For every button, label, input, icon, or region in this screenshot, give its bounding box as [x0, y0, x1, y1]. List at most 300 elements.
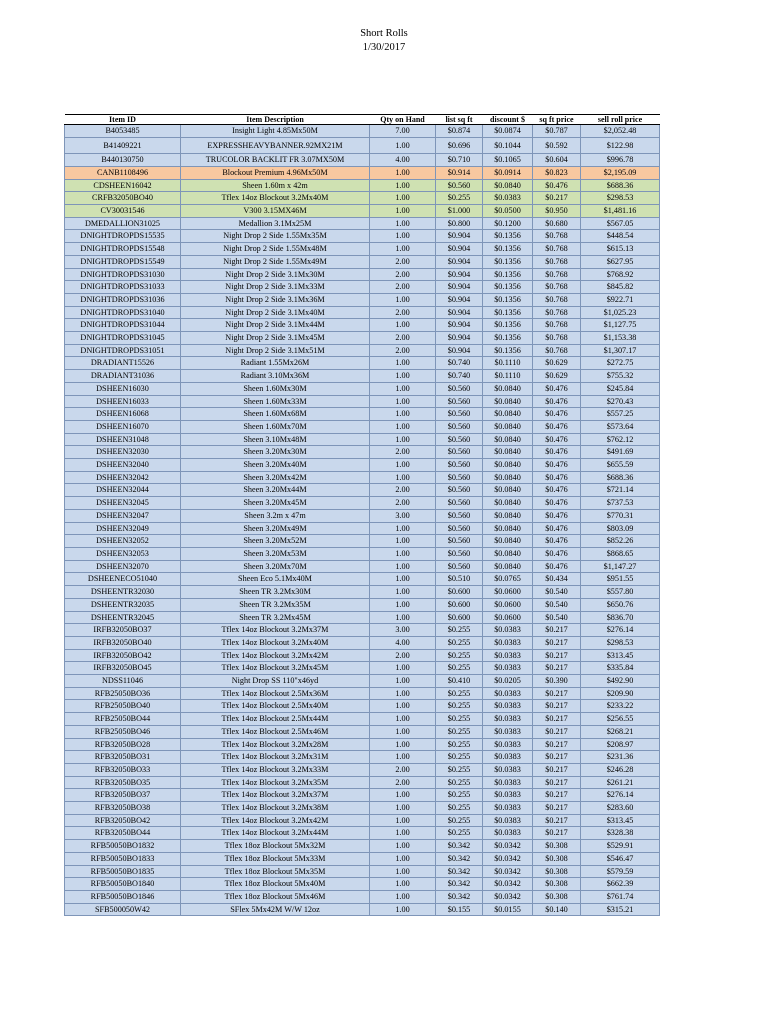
cell-item-description: Sheen 3.20Mx53M	[181, 548, 370, 561]
cell-item-description: Tflex 14oz Blockout 3.2Mx33M	[181, 763, 370, 776]
table-row	[65, 789, 660, 802]
cell-item-description: Sheen 1.60Mx70M	[181, 420, 370, 433]
cell-qty-on-hand: 1.00	[370, 662, 436, 675]
cell-item-description: Night Drop 2 Side 3.1Mx30M	[181, 268, 370, 281]
table-row	[65, 814, 660, 827]
cell-item-id: RFB32050BO28	[65, 738, 181, 751]
cell-sq-ft-price: $0.217	[533, 827, 581, 840]
cell-item-description: TRUCOLOR BACKLIT FR 3.07MX50M	[181, 154, 370, 167]
table-row	[65, 344, 660, 357]
cell-discount: $0.0383	[483, 725, 533, 738]
table-row	[65, 154, 660, 167]
cell-discount: $0.1110	[483, 370, 533, 383]
cell-list-sq-ft: $0.560	[436, 395, 483, 408]
cell-discount: $0.1356	[483, 230, 533, 243]
cell-item-id: CRFB32050BO40	[65, 192, 181, 205]
table-row	[65, 852, 660, 865]
cell-discount: $0.0383	[483, 636, 533, 649]
cell-item-description: Sheen 3.20Mx45M	[181, 497, 370, 510]
cell-discount: $0.1356	[483, 255, 533, 268]
cell-list-sq-ft: $0.255	[436, 636, 483, 649]
cell-sell-roll-price: $662.39	[581, 878, 660, 891]
cell-item-id: DSHEEN32070	[65, 560, 181, 573]
cell-qty-on-hand: 1.00	[370, 471, 436, 484]
table-row	[65, 268, 660, 281]
cell-item-description: Tflex 14oz Blockout 3.2Mx45M	[181, 662, 370, 675]
cell-item-id: CDSHEEN16042	[65, 179, 181, 192]
cell-item-id: DSHEENTR32030	[65, 586, 181, 599]
cell-sq-ft-price: $0.476	[533, 446, 581, 459]
table-row	[65, 522, 660, 535]
cell-qty-on-hand: 1.00	[370, 611, 436, 624]
cell-sq-ft-price: $0.217	[533, 776, 581, 789]
cell-sq-ft-price: $0.217	[533, 763, 581, 776]
cell-item-id: DNIGHTDROPDS31036	[65, 293, 181, 306]
cell-item-description: Sheen TR 3.2Mx30M	[181, 586, 370, 599]
cell-sq-ft-price: $0.768	[533, 306, 581, 319]
cell-item-description: Tflex 14oz Blockout 2.5Mx36M	[181, 687, 370, 700]
cell-sq-ft-price: $0.476	[533, 560, 581, 573]
cell-qty-on-hand: 1.00	[370, 217, 436, 230]
cell-qty-on-hand: 1.00	[370, 789, 436, 802]
cell-list-sq-ft: $0.904	[436, 344, 483, 357]
cell-list-sq-ft: $0.560	[436, 497, 483, 510]
cell-item-id: RFB25050BO46	[65, 725, 181, 738]
cell-list-sq-ft: $0.560	[436, 179, 483, 192]
cell-list-sq-ft: $0.155	[436, 903, 483, 916]
cell-sq-ft-price: $0.308	[533, 890, 581, 903]
cell-item-id: DNIGHTDROPDS31044	[65, 319, 181, 332]
cell-discount: $0.0840	[483, 560, 533, 573]
cell-list-sq-ft: $0.874	[436, 125, 483, 138]
cell-sell-roll-price: $557.80	[581, 586, 660, 599]
cell-sq-ft-price: $0.217	[533, 814, 581, 827]
cell-item-description: EXPRESSHEAVYBANNER.92MX21M	[181, 137, 370, 154]
cell-discount: $0.0383	[483, 624, 533, 637]
cell-item-description: Night Drop 2 Side 3.1Mx36M	[181, 293, 370, 306]
table-row	[65, 293, 660, 306]
cell-qty-on-hand: 1.00	[370, 713, 436, 726]
cell-sell-roll-price: $1,307.17	[581, 344, 660, 357]
cell-sell-roll-price: $567.05	[581, 217, 660, 230]
cell-discount: $0.0383	[483, 738, 533, 751]
cell-discount: $0.0840	[483, 484, 533, 497]
cell-item-id: B4053485	[65, 125, 181, 138]
cell-list-sq-ft: $0.255	[436, 776, 483, 789]
cell-sell-roll-price: $761.74	[581, 890, 660, 903]
cell-sell-roll-price: $256.55	[581, 713, 660, 726]
cell-item-description: Night Drop 2 Side 1.55Mx48M	[181, 243, 370, 256]
cell-item-description: Tflex 18oz Blockout 5Mx40M	[181, 878, 370, 891]
cell-sq-ft-price: $0.476	[533, 179, 581, 192]
cell-item-id: DNIGHTDROPDS15549	[65, 255, 181, 268]
table-row	[65, 179, 660, 192]
cell-qty-on-hand: 1.00	[370, 408, 436, 421]
cell-qty-on-hand: 1.00	[370, 738, 436, 751]
cell-item-id: IRFB32050BO40	[65, 636, 181, 649]
table-row	[65, 370, 660, 383]
cell-discount: $0.0500	[483, 205, 533, 218]
cell-list-sq-ft: $0.255	[436, 827, 483, 840]
cell-sq-ft-price: $0.787	[533, 125, 581, 138]
cell-qty-on-hand: 4.00	[370, 154, 436, 167]
table-row	[65, 611, 660, 624]
cell-item-description: Tflex 18oz Blockout 5Mx35M	[181, 865, 370, 878]
cell-list-sq-ft: $1.000	[436, 205, 483, 218]
cell-discount: $0.0383	[483, 751, 533, 764]
table-row	[65, 243, 660, 256]
cell-sell-roll-price: $231.36	[581, 751, 660, 764]
table-row	[65, 687, 660, 700]
cell-discount: $0.0342	[483, 852, 533, 865]
cell-qty-on-hand: 1.00	[370, 700, 436, 713]
cell-sell-roll-price: $579.59	[581, 865, 660, 878]
cell-item-id: DSHEEN32030	[65, 446, 181, 459]
cell-qty-on-hand: 1.00	[370, 687, 436, 700]
cell-sell-roll-price: $122.98	[581, 137, 660, 154]
cell-sq-ft-price: $0.217	[533, 687, 581, 700]
cell-item-description: Blockout Premium 4.96Mx50M	[181, 166, 370, 179]
cell-discount: $0.0342	[483, 865, 533, 878]
cell-item-id: CV30031546	[65, 205, 181, 218]
cell-sq-ft-price: $0.217	[533, 802, 581, 815]
cell-sell-roll-price: $268.21	[581, 725, 660, 738]
cell-item-id: DSHEEN32045	[65, 497, 181, 510]
cell-discount: $0.0840	[483, 420, 533, 433]
cell-sell-roll-price: $313.45	[581, 814, 660, 827]
cell-list-sq-ft: $0.560	[436, 433, 483, 446]
cell-item-description: Tflex 14oz Blockout 2.5Mx40M	[181, 700, 370, 713]
cell-qty-on-hand: 1.00	[370, 903, 436, 916]
cell-discount: $0.0383	[483, 662, 533, 675]
cell-item-description: Insight Light 4.85Mx50M	[181, 125, 370, 138]
table-row	[65, 509, 660, 522]
cell-list-sq-ft: $0.255	[436, 751, 483, 764]
cell-discount: $0.0383	[483, 649, 533, 662]
cell-item-description: Sheen 3.20Mx42M	[181, 471, 370, 484]
table-row	[65, 230, 660, 243]
cell-sell-roll-price: $2,195.09	[581, 166, 660, 179]
cell-item-description: Tflex 14oz Blockout 3.2Mx38M	[181, 802, 370, 815]
cell-item-description: Night Drop 2 Side 3.1Mx45M	[181, 332, 370, 345]
cell-list-sq-ft: $0.342	[436, 852, 483, 865]
cell-qty-on-hand: 1.00	[370, 370, 436, 383]
table-row	[65, 497, 660, 510]
cell-sq-ft-price: $0.476	[533, 382, 581, 395]
cell-sell-roll-price: $529.91	[581, 840, 660, 853]
cell-sell-roll-price: $1,147.27	[581, 560, 660, 573]
cell-item-description: Radiant 1.55Mx26M	[181, 357, 370, 370]
cell-list-sq-ft: $0.560	[436, 420, 483, 433]
cell-sq-ft-price: $0.476	[533, 509, 581, 522]
cell-discount: $0.0914	[483, 166, 533, 179]
cell-list-sq-ft: $0.255	[436, 814, 483, 827]
cell-qty-on-hand: 4.00	[370, 636, 436, 649]
cell-qty-on-hand: 1.00	[370, 586, 436, 599]
table-row	[65, 903, 660, 916]
cell-list-sq-ft: $0.560	[436, 471, 483, 484]
cell-item-description: Night Drop 2 Side 1.55Mx49M	[181, 255, 370, 268]
cell-item-description: Sheen 1.60Mx68M	[181, 408, 370, 421]
cell-discount: $0.0840	[483, 497, 533, 510]
cell-qty-on-hand: 2.00	[370, 446, 436, 459]
cell-item-id: RFB32050BO42	[65, 814, 181, 827]
cell-discount: $0.0383	[483, 776, 533, 789]
cell-discount: $0.1356	[483, 344, 533, 357]
cell-sq-ft-price: $0.434	[533, 573, 581, 586]
cell-discount: $0.0383	[483, 789, 533, 802]
cell-item-id: DRADIANT31036	[65, 370, 181, 383]
cell-sell-roll-price: $803.09	[581, 522, 660, 535]
cell-qty-on-hand: 1.00	[370, 522, 436, 535]
cell-list-sq-ft: $0.904	[436, 293, 483, 306]
cell-item-description: Sheen 1.60Mx33M	[181, 395, 370, 408]
cell-discount: $0.1356	[483, 319, 533, 332]
cell-item-id: RFB50050BO1846	[65, 890, 181, 903]
cell-list-sq-ft: $0.904	[436, 268, 483, 281]
cell-item-id: DNIGHTDROPDS31033	[65, 281, 181, 294]
table-row	[65, 484, 660, 497]
cell-item-description: Tflex 14oz Blockout 2.5Mx44M	[181, 713, 370, 726]
cell-sell-roll-price: $762.12	[581, 433, 660, 446]
cell-sell-roll-price: $721.14	[581, 484, 660, 497]
cell-item-id: DNIGHTDROPDS15548	[65, 243, 181, 256]
cell-sell-roll-price: $688.36	[581, 179, 660, 192]
table-row	[65, 776, 660, 789]
cell-sell-roll-price: $209.90	[581, 687, 660, 700]
cell-qty-on-hand: 1.00	[370, 890, 436, 903]
cell-sell-roll-price: $313.45	[581, 649, 660, 662]
cell-item-id: DSHEEN16030	[65, 382, 181, 395]
cell-discount: $0.1356	[483, 293, 533, 306]
table-row	[65, 306, 660, 319]
cell-sell-roll-price: $852.26	[581, 535, 660, 548]
cell-qty-on-hand: 1.00	[370, 840, 436, 853]
cell-list-sq-ft: $0.342	[436, 878, 483, 891]
cell-item-id: RFB32050BO35	[65, 776, 181, 789]
cell-qty-on-hand: 1.00	[370, 293, 436, 306]
cell-discount: $0.0840	[483, 459, 533, 472]
cell-list-sq-ft: $0.255	[436, 789, 483, 802]
table-row	[65, 548, 660, 561]
cell-item-id: RFB50050BO1833	[65, 852, 181, 865]
cell-discount: $0.0342	[483, 840, 533, 853]
cell-sell-roll-price: $328.38	[581, 827, 660, 840]
table-row	[65, 125, 660, 138]
table-row	[65, 319, 660, 332]
cell-list-sq-ft: $0.255	[436, 738, 483, 751]
cell-discount: $0.0840	[483, 548, 533, 561]
cell-list-sq-ft: $0.342	[436, 840, 483, 853]
cell-sq-ft-price: $0.768	[533, 230, 581, 243]
table-row	[65, 395, 660, 408]
cell-discount: $0.0383	[483, 802, 533, 815]
table-row	[65, 420, 660, 433]
cell-sq-ft-price: $0.217	[533, 751, 581, 764]
cell-sell-roll-price: $276.14	[581, 789, 660, 802]
table-row	[65, 281, 660, 294]
table-row	[65, 827, 660, 840]
cell-list-sq-ft: $0.904	[436, 306, 483, 319]
cell-item-description: Sheen Eco 5.1Mx40M	[181, 573, 370, 586]
document-title: Short Rolls	[360, 28, 408, 39]
table-row	[65, 598, 660, 611]
cell-qty-on-hand: 1.00	[370, 548, 436, 561]
cell-sq-ft-price: $0.217	[533, 662, 581, 675]
header-item-id: Item ID	[65, 115, 181, 125]
cell-discount: $0.0342	[483, 878, 533, 891]
cell-sell-roll-price: $922.71	[581, 293, 660, 306]
table-row	[65, 738, 660, 751]
cell-item-description: Tflex 18oz Blockout 5Mx32M	[181, 840, 370, 853]
cell-list-sq-ft: $0.914	[436, 166, 483, 179]
cell-sq-ft-price: $0.476	[533, 497, 581, 510]
cell-sell-roll-price: $868.65	[581, 548, 660, 561]
cell-sq-ft-price: $0.217	[533, 636, 581, 649]
cell-sell-roll-price: $1,153.38	[581, 332, 660, 345]
table-row	[65, 217, 660, 230]
cell-discount: $0.0840	[483, 408, 533, 421]
cell-list-sq-ft: $0.255	[436, 687, 483, 700]
cell-qty-on-hand: 1.00	[370, 243, 436, 256]
cell-list-sq-ft: $0.560	[436, 484, 483, 497]
cell-item-description: Tflex 14oz Blockout 3.2Mx37M	[181, 624, 370, 637]
cell-sq-ft-price: $0.476	[533, 484, 581, 497]
cell-list-sq-ft: $0.560	[436, 446, 483, 459]
cell-qty-on-hand: 1.00	[370, 395, 436, 408]
cell-sq-ft-price: $0.308	[533, 840, 581, 853]
cell-list-sq-ft: $0.255	[436, 725, 483, 738]
cell-sq-ft-price: $0.629	[533, 370, 581, 383]
cell-item-id: DSHEEN16070	[65, 420, 181, 433]
cell-discount: $0.0765	[483, 573, 533, 586]
cell-sell-roll-price: $615.13	[581, 243, 660, 256]
cell-list-sq-ft: $0.696	[436, 137, 483, 154]
cell-qty-on-hand: 1.00	[370, 205, 436, 218]
cell-list-sq-ft: $0.255	[436, 624, 483, 637]
cell-discount: $0.0840	[483, 395, 533, 408]
table-row	[65, 675, 660, 688]
cell-sq-ft-price: $0.308	[533, 878, 581, 891]
cell-sell-roll-price: $1,481.16	[581, 205, 660, 218]
cell-qty-on-hand: 1.00	[370, 675, 436, 688]
cell-qty-on-hand: 1.00	[370, 382, 436, 395]
header-sq-ft-price: sq ft price	[533, 115, 581, 125]
cell-sq-ft-price: $0.476	[533, 548, 581, 561]
cell-item-description: Sheen 1.60m x 42m	[181, 179, 370, 192]
cell-sell-roll-price: $298.53	[581, 636, 660, 649]
cell-list-sq-ft: $0.560	[436, 535, 483, 548]
table-row	[65, 802, 660, 815]
cell-item-description: Tflex 14oz Blockout 3.2Mx44M	[181, 827, 370, 840]
cell-qty-on-hand: 2.00	[370, 281, 436, 294]
cell-qty-on-hand: 1.00	[370, 827, 436, 840]
cell-sq-ft-price: $0.217	[533, 192, 581, 205]
cell-sell-roll-price: $233.22	[581, 700, 660, 713]
cell-sell-roll-price: $770.31	[581, 509, 660, 522]
cell-list-sq-ft: $0.560	[436, 548, 483, 561]
table-row	[65, 573, 660, 586]
table-row	[65, 255, 660, 268]
cell-discount: $0.0840	[483, 446, 533, 459]
cell-sq-ft-price: $0.217	[533, 624, 581, 637]
cell-sq-ft-price: $0.768	[533, 319, 581, 332]
cell-discount: $0.0840	[483, 179, 533, 192]
cell-sq-ft-price: $0.629	[533, 357, 581, 370]
cell-item-id: DNIGHTDROPDS15535	[65, 230, 181, 243]
cell-item-id: IRFB32050BO42	[65, 649, 181, 662]
table-row	[65, 535, 660, 548]
cell-sq-ft-price: $0.592	[533, 137, 581, 154]
cell-discount: $0.1065	[483, 154, 533, 167]
cell-qty-on-hand: 7.00	[370, 125, 436, 138]
cell-qty-on-hand: 2.00	[370, 484, 436, 497]
cell-list-sq-ft: $0.342	[436, 890, 483, 903]
header-list-sq-ft: list sq ft	[436, 115, 483, 125]
cell-qty-on-hand: 1.00	[370, 166, 436, 179]
table-row	[65, 636, 660, 649]
cell-qty-on-hand: 3.00	[370, 509, 436, 522]
cell-sell-roll-price: $208.97	[581, 738, 660, 751]
cell-list-sq-ft: $0.255	[436, 192, 483, 205]
cell-item-description: Tflex 14oz Blockout 3.2Mx42M	[181, 649, 370, 662]
cell-item-description: Sheen 3.10Mx48M	[181, 433, 370, 446]
cell-item-description: Tflex 14oz Blockout 3.2Mx28M	[181, 738, 370, 751]
cell-item-description: Tflex 14oz Blockout 3.2Mx40M	[181, 636, 370, 649]
cell-item-description: Sheen 3.20Mx49M	[181, 522, 370, 535]
table-row	[65, 624, 660, 637]
cell-sq-ft-price: $0.950	[533, 205, 581, 218]
cell-item-id: SFB500050W42	[65, 903, 181, 916]
cell-item-id: DNIGHTDROPDS31030	[65, 268, 181, 281]
cell-list-sq-ft: $0.740	[436, 357, 483, 370]
cell-sq-ft-price: $0.217	[533, 649, 581, 662]
cell-item-description: Night Drop 2 Side 3.1Mx44M	[181, 319, 370, 332]
cell-item-description: Night Drop 2 Side 1.55Mx35M	[181, 230, 370, 243]
cell-sell-roll-price: $491.69	[581, 446, 660, 459]
cell-list-sq-ft: $0.255	[436, 700, 483, 713]
cell-qty-on-hand: 1.00	[370, 433, 436, 446]
cell-discount: $0.0840	[483, 522, 533, 535]
cell-discount: $0.1356	[483, 281, 533, 294]
cell-discount: $0.0383	[483, 827, 533, 840]
table-row	[65, 700, 660, 713]
table-body	[65, 125, 660, 916]
cell-item-id: NDSS11046	[65, 675, 181, 688]
table-row	[65, 382, 660, 395]
cell-qty-on-hand: 1.00	[370, 357, 436, 370]
cell-qty-on-hand: 1.00	[370, 137, 436, 154]
cell-sq-ft-price: $0.476	[533, 408, 581, 421]
table-row	[65, 433, 660, 446]
cell-qty-on-hand: 1.00	[370, 573, 436, 586]
cell-qty-on-hand: 1.00	[370, 852, 436, 865]
cell-sell-roll-price: $492.90	[581, 675, 660, 688]
cell-sell-roll-price: $627.95	[581, 255, 660, 268]
cell-qty-on-hand: 1.00	[370, 192, 436, 205]
table-row	[65, 332, 660, 345]
cell-sell-roll-price: $276.14	[581, 624, 660, 637]
cell-discount: $0.1200	[483, 217, 533, 230]
cell-sell-roll-price: $951.55	[581, 573, 660, 586]
cell-sq-ft-price: $0.217	[533, 738, 581, 751]
cell-item-id: DSHEEN32053	[65, 548, 181, 561]
cell-item-description: Night Drop 2 Side 3.1Mx40M	[181, 306, 370, 319]
cell-sq-ft-price: $0.476	[533, 433, 581, 446]
cell-list-sq-ft: $0.560	[436, 382, 483, 395]
cell-list-sq-ft: $0.800	[436, 217, 483, 230]
cell-sq-ft-price: $0.390	[533, 675, 581, 688]
